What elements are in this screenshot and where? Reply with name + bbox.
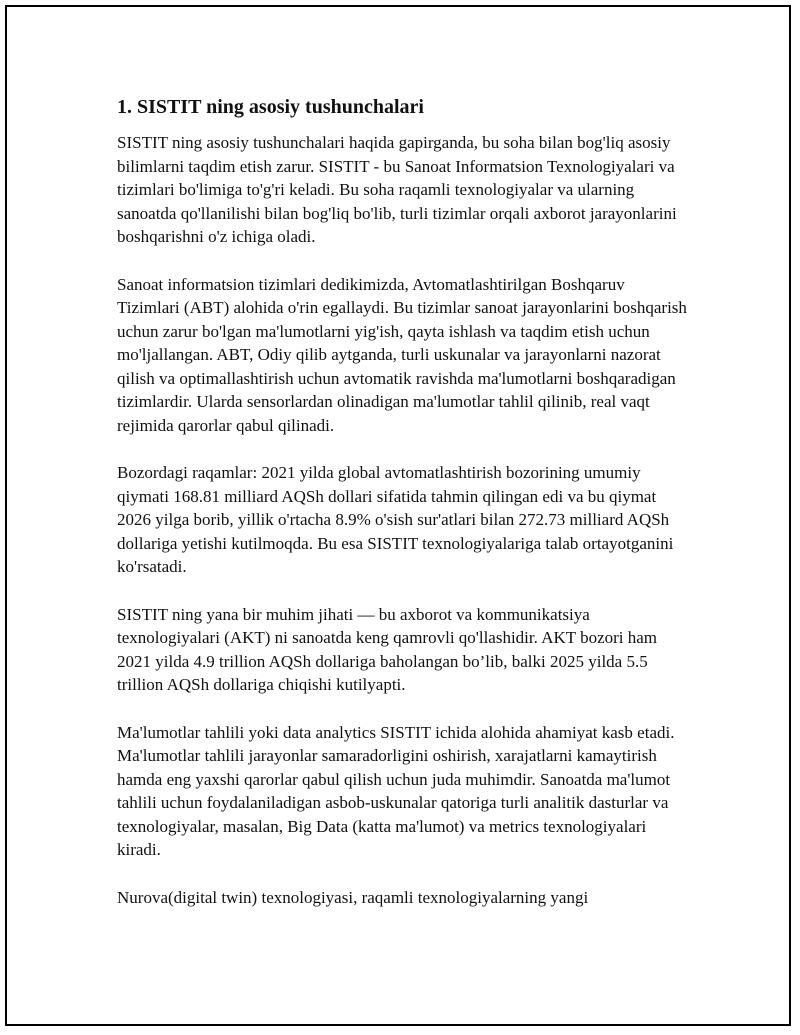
paragraph-digital-twin: Nurova(digital twin) texnologiyasi, raqamli texnologiyalarning yangi <box>117 887 589 907</box>
paragraph-abt-systems: Sanoat informatsion tizimlari dedikimizda, Avtomatlashtirilgan Boshqaruv Tizimlari (ABT) alohida o'rin egallaydi. Bu tizimlar sanoat jarayonlarini boshqarish uchun zarur bo'lgan ma'lumotlarni yig'ish, qayta ishlash va taqdim etish uchun mo'ljallangan. ABT, Odiy qilib aytganda, turli uskunalar va jarayonlarni nazorat qilish va optimallashtirish uchun avtomatik ravishda ma'lumotlarni boshqaradigan tizimlardir. Ularda sensorlardan olinadigan ma'lumotlar tahlil qilinib, real vaqt rejimida qarorlar qabul qilinadi. <box>117 274 687 435</box>
document-body <box>117 94 687 933</box>
paragraph-data-analytics: Ma'lumotlar tahlili yoki data analytics SISTIT ichida alohida ahamiyat kasb etadi. Ma'lumotlar tahlili jarayonlar samaradorligini oshirish, xarajatlarni kamaytirish hamda eng yaxshi qarorlar qabul qilish uchun juda muhimdir. Sanoatda ma'lumot tahlili uchun foydalaniladigan asbob-uskunalar qatoriga turli analitik dasturlar va texnologiyalar, masalan, Big Data (katta ma'lumot) va metrics texnologiyalari kiradi. <box>117 722 675 859</box>
paragraph-introduction: SISTIT ning asosiy tushunchalari haqida gapirganda, bu soha bilan bog'liq asosiy bilimlarni taqdim etish zarur. SISTIT - bu Sanoat Informatsion Texnologiyalari va tizimlari bo'limiga to'g'ri keladi. Bu soha raqamli texnologiyalar va ularning sanoatda qo'llanilishi bilan bog'liq bo'lib, turli tizimlar orqali axborot jarayonlarini boshqarishni o'z ichiga oladi. <box>117 133 677 246</box>
paragraph-ict: SISTIT ning yana bir muhim jihati — bu axborot va kommunikatsiya texnologiyalari (AKT) ni sanoatda keng qamrovli qo'llashidir. AKT bozori ham 2021 yilda 4.9 trillion AQSh dollariga baholangan bo’lib, balki 2025 yilda 5.5 trillion AQSh dollariga chiqishi kutilyapti. <box>117 604 658 694</box>
paragraph-market-figures: Bozordagi raqamlar: 2021 yilda global avtomatlashtirish bozorining umumiy qiymati 168.81 milliard AQSh dollari sifatida tahmin qilingan edi va bu qiymat 2026 yilga borib, yillik o'rtacha 8.9% o'sish sur'atlari bilan 272.73 milliard AQSh dollariga yetishi kutilmoqda. Bu esa SISTIT texnologiyalariga talab ortayotganini ko'rsatadi. <box>117 463 674 576</box>
section-title: 1. SISTIT ning asosiy tushunchalari <box>117 96 424 118</box>
